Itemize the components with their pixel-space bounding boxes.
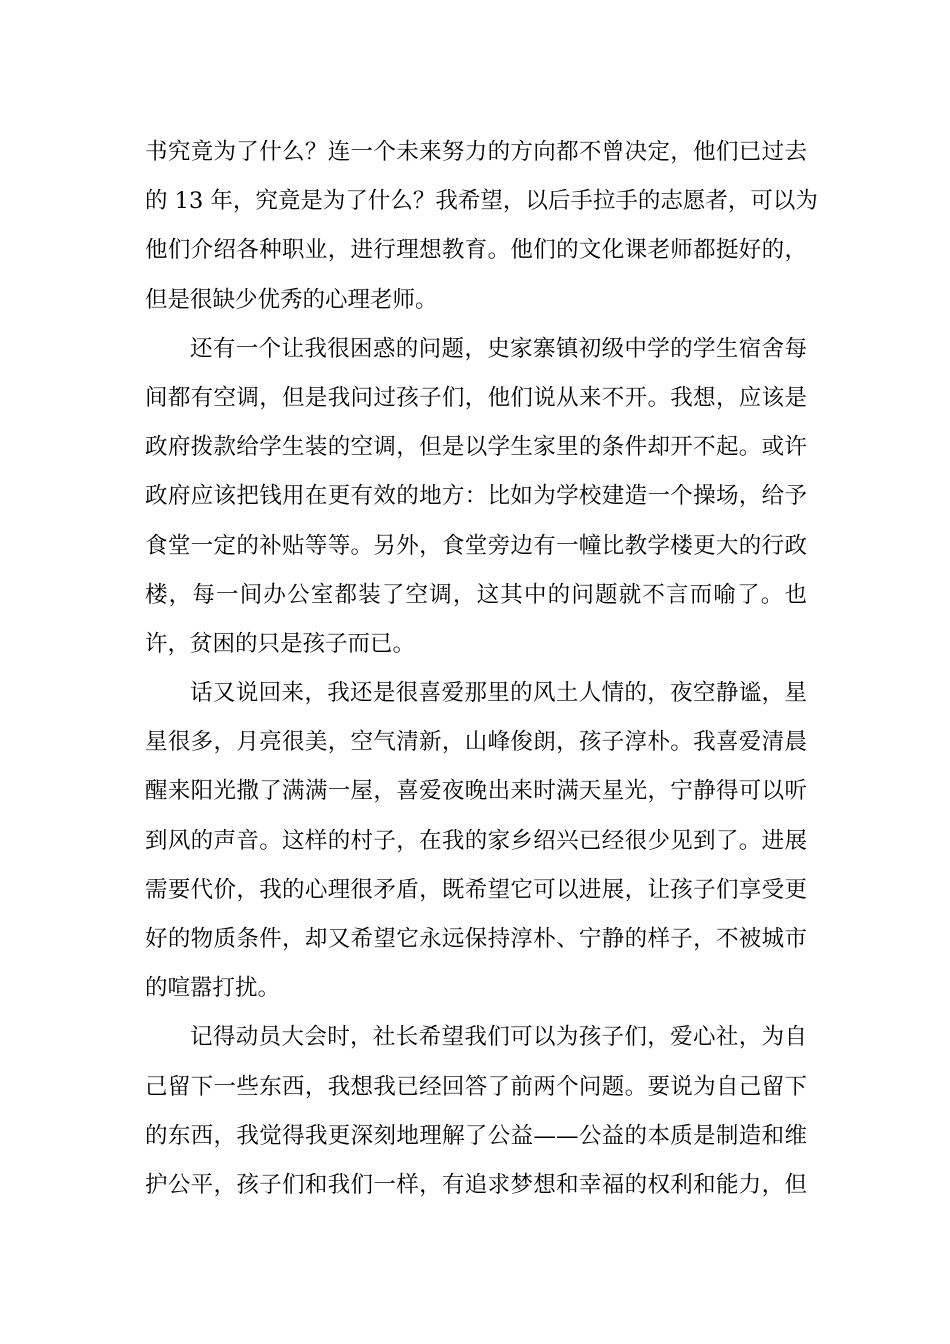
text-line: 的东西，我觉得我更深刻地理解了公益——公益的本质是制造和维: [145, 1122, 807, 1149]
text-line: 食堂一定的补贴等等。另外，食堂旁边有一幢比教学楼更大的行政: [145, 532, 807, 559]
text-line: 他们介绍各种职业，进行理想教育。他们的文化课老师都挺好的，: [145, 237, 807, 264]
text-line: 但是很缺少优秀的心理老师。: [145, 286, 438, 313]
paragraph-1: [145, 128, 818, 325]
text-line: 星很多，月亮很美，空气清新，山峰俊朗，孩子淳朴。我喜爱清晨: [145, 729, 807, 756]
paragraph-2: [145, 325, 807, 669]
text-line: 的 13 年，究竟是为了什么？我希望，以后手拉手的志愿者，可以为: [145, 188, 818, 215]
text-line: 许，贫困的只是孩子而已。: [145, 630, 416, 657]
text-line: 护公平，孩子们和我们一样，有追求梦想和幸福的权利和能力，但: [145, 1171, 807, 1198]
text-line: 的喧嚣打扰。: [145, 975, 281, 1002]
paragraph-3: [145, 669, 807, 1013]
text-line: 间都有空调，但是我问过孩子们，他们说从来不开。我想，应该是: [145, 384, 807, 411]
text-line: 话又说回来，我还是很喜爱那里的风土人情的，夜空静谧，星: [190, 680, 807, 707]
text-line: 好的物质条件，却又希望它永远保持淳朴、宁静的样子，不被城市: [145, 926, 807, 952]
text-line: 醒来阳光撒了满满一屋，喜爱夜晚出来时满天星光，宁静得可以听: [145, 778, 807, 805]
paragraph-4: [145, 1013, 807, 1210]
text-line: 书究竟为了什么？连一个未来努力的方向都不曾决定，他们已过去: [145, 139, 807, 165]
text-line: 政府拨款给学生装的空调，但是以学生家里的条件却开不起。或许: [145, 434, 807, 461]
text-line: 到风的声音。这样的村子，在我的家乡绍兴已经很少见到了。进展: [145, 827, 807, 854]
body-text: [145, 128, 818, 1210]
text-line: 记得动员大会时，社长希望我们可以为孩子们，爱心社，为自: [190, 1024, 807, 1051]
text-line: 政府应该把钱用在更有效的地方：比如为学校建造一个操场，给予: [145, 483, 807, 510]
text-line: 己留下一些东西，我想我已经回答了前两个问题。要说为自己留下: [145, 1073, 807, 1100]
text-line: 楼，每一间办公室都装了空调，这其中的问题就不言而喻了。也: [145, 581, 807, 608]
text-line: 需要代价，我的心理很矛盾，既希望它可以进展，让孩子们享受更: [145, 876, 807, 903]
text-line: 还有一个让我很困惑的问题，史家寨镇初级中学的学生宿舍每: [190, 335, 807, 362]
